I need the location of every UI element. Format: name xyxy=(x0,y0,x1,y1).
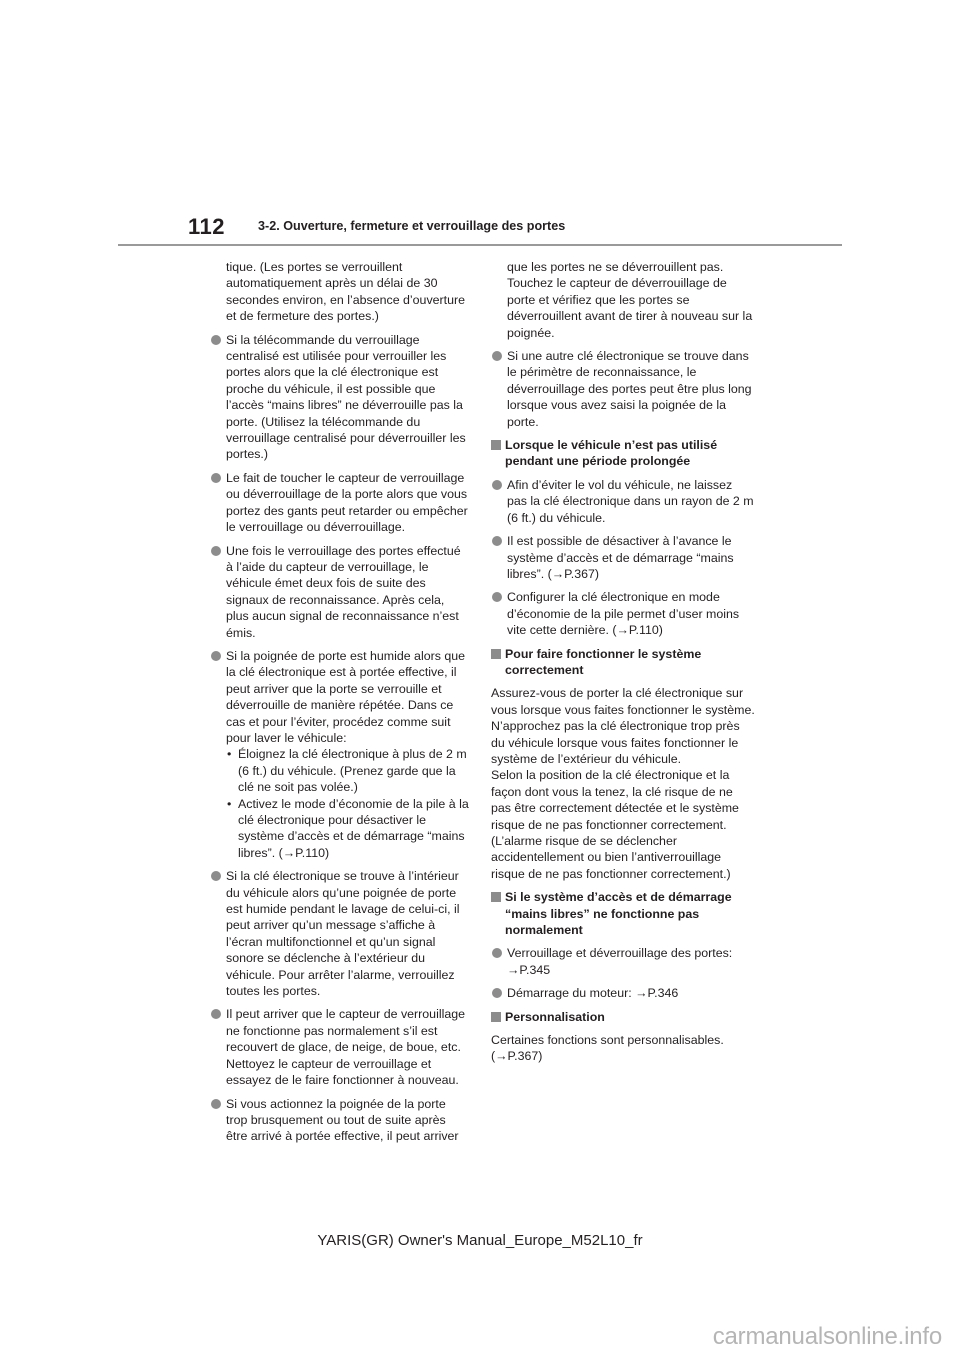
bullet-icon xyxy=(211,1009,221,1019)
bullet-icon xyxy=(492,536,502,546)
paragraph: Certaines fonctions sont personnalisables. (→P.367) xyxy=(491,1033,724,1064)
list-item: Configurer la clé électronique en mode d’économie de la pile permet d’user moins vite cette dernière. (→P.110) xyxy=(491,589,755,638)
list-item: Verrouillage et déverrouillage des portes: →P.345 xyxy=(491,945,755,978)
small-bullet-icon: • xyxy=(227,747,232,762)
list-item: Il peut arriver que le capteur de verrouillage ne fonctionne pas normalement s’il est recouvert de glace, de neige, de boue, etc. Nettoyez le capteur de verrouillage et essayez de le faire fonctionner à nouveau. xyxy=(210,1006,470,1088)
bullet-icon xyxy=(211,651,221,661)
small-bullet-icon: • xyxy=(227,796,232,811)
square-bullet-icon xyxy=(491,892,501,902)
sub-list-item: • Éloignez la clé électronique à plus de 2 m (6 ft.) du véhicule. (Prenez garde que la clé ne soit pas volée.) xyxy=(227,747,467,795)
bullet-icon xyxy=(492,480,502,490)
sub-list-item: • Activez le mode d’économie de la pile à la clé électronique pour désactiver le système d’accès et de démarrage “mains libres”. (→P.110) xyxy=(227,796,469,860)
list-item: Démarrage du moteur: →P.346 xyxy=(491,985,755,1001)
watermark: carmanualsonline.info xyxy=(712,1323,942,1350)
square-bullet-icon xyxy=(491,649,501,659)
section-heading: Personnalisation xyxy=(491,1009,755,1025)
list-item: Si la télécommande du verrouillage centralisé est utilisée pour verrouiller les portes alors que la clé électronique est proche du véhicule, il est possible que l’accès “mains libres” ne déverrouille pas la porte. (Utilisez la télécommande du verrouillage centralisé pour déverrouiller les portes.) xyxy=(210,332,470,463)
square-bullet-icon xyxy=(491,440,501,450)
continuation-text: tique. (Les portes se verrouillent automatiquement après un délai de 30 secondes environ, en l’absence d’ouverture et de fermeture des portes.) xyxy=(226,260,466,324)
header-divider xyxy=(118,244,842,246)
bullet-icon xyxy=(211,871,221,881)
continuation-text: que les portes ne se déverrouillent pas. Touchez le capteur de déverrouillage de porte et vérifiez que les portes se déverrouillent avant de tirer à nouveau sur la poignée. xyxy=(507,260,753,340)
list-item: Il est possible de désactiver à l’avance le système d’accès et de démarrage “mains libres”. (→P.367) xyxy=(491,533,755,582)
right-column xyxy=(491,259,755,1072)
left-column xyxy=(210,259,470,1152)
section-heading: Lorsque le véhicule n’est pas utilisé pendant une période prolongée xyxy=(491,437,755,470)
footer-manual-id: YARIS(GR) Owner's Manual_Europe_M52L10_fr xyxy=(317,1232,643,1249)
section-heading: Si le système d’accès et de démarrage “mains libres” ne fonctionne pas normalement xyxy=(491,889,755,938)
bullet-icon xyxy=(492,948,502,958)
bullet-icon xyxy=(492,592,502,602)
list-item: Si vous actionnez la poignée de la porte trop brusquement ou tout de suite après être arrivé à portée effective, il peut arriver xyxy=(210,1096,470,1145)
section-title: 3-2. Ouverture, fermeture et verrouillage des portes xyxy=(258,219,566,233)
list-item: Si une autre clé électronique se trouve dans le périmètre de reconnaissance, le déverrouillage des portes peut être plus long lorsque vous avez saisi la poignée de la porte. xyxy=(491,348,755,430)
bullet-icon xyxy=(492,988,502,998)
bullet-icon xyxy=(211,335,221,345)
bullet-icon xyxy=(211,1099,221,1109)
list-item: Si la clé électronique se trouve à l’intérieur du véhicule alors qu’une poignée de porte est humide pendant le lavage de celui-ci, il peut arriver qu’un message s’affiche à l’écran multifonctionnel et qu’un signal sonore se déclenche à l’extérieur du véhicule. Pour arrêter l’alarme, verrouillez toutes les portes. xyxy=(210,868,470,999)
list-item: Une fois le verrouillage des portes effectué à l’aide du capteur de verrouillage, le véhicule émet deux fois de suite des signaux de reconnaissance. Après cela, plus aucun signal de reconnaissance n’est émis. xyxy=(210,543,470,641)
list-item: Le fait de toucher le capteur de verrouillage ou déverrouillage de la porte alors que vous portez des gants peut retarder ou empêcher le verrouillage ou déverrouillage. xyxy=(210,470,470,536)
bullet-icon xyxy=(211,473,221,483)
section-heading: Pour faire fonctionner le système correctement xyxy=(491,646,755,679)
list-item: Afin d’éviter le vol du véhicule, ne laissez pas la clé électronique dans un rayon de 2 m (6 ft.) du véhicule. xyxy=(491,477,755,526)
paragraph: Selon la position de la clé électronique et la façon dont vous la tenez, la clé risque de ne pas être correctement détectée et le système risque de ne pas fonctionner correctement. (L’alarme risque de se déclencher accidentellement ou bien l’antiverrouillage risque de ne pas fonctionner correctement.) xyxy=(491,768,739,881)
paragraph: Assurez-vous de porter la clé électronique sur vous lorsque vous faites fonctionner le système. N’approchez pas la clé électronique trop près du véhicule lorsque vous faites fonctionner le système de l’extérieur du véhicule. xyxy=(491,686,755,766)
square-bullet-icon xyxy=(491,1012,501,1022)
page-number: 112 xyxy=(188,214,225,239)
list-item: Si la poignée de porte est humide alors que la clé électronique est à portée effective, il peut arriver que la porte se verrouille et déverrouille de manière répétée. Dans ce cas et pour l’éviter, procédez comme suit pour laver le véhicule: • Éloignez la clé électronique à plus de 2 m (6 ft.) du véhicule. (Prenez garde que la clé ne soit pas volée.) • Activez le mode d’économie de la pile à la clé électronique pour désactiver le système d’accès et de démarrage “mains libres”. (→P.110) xyxy=(210,648,470,861)
bullet-icon xyxy=(492,351,502,361)
bullet-icon xyxy=(211,546,221,556)
